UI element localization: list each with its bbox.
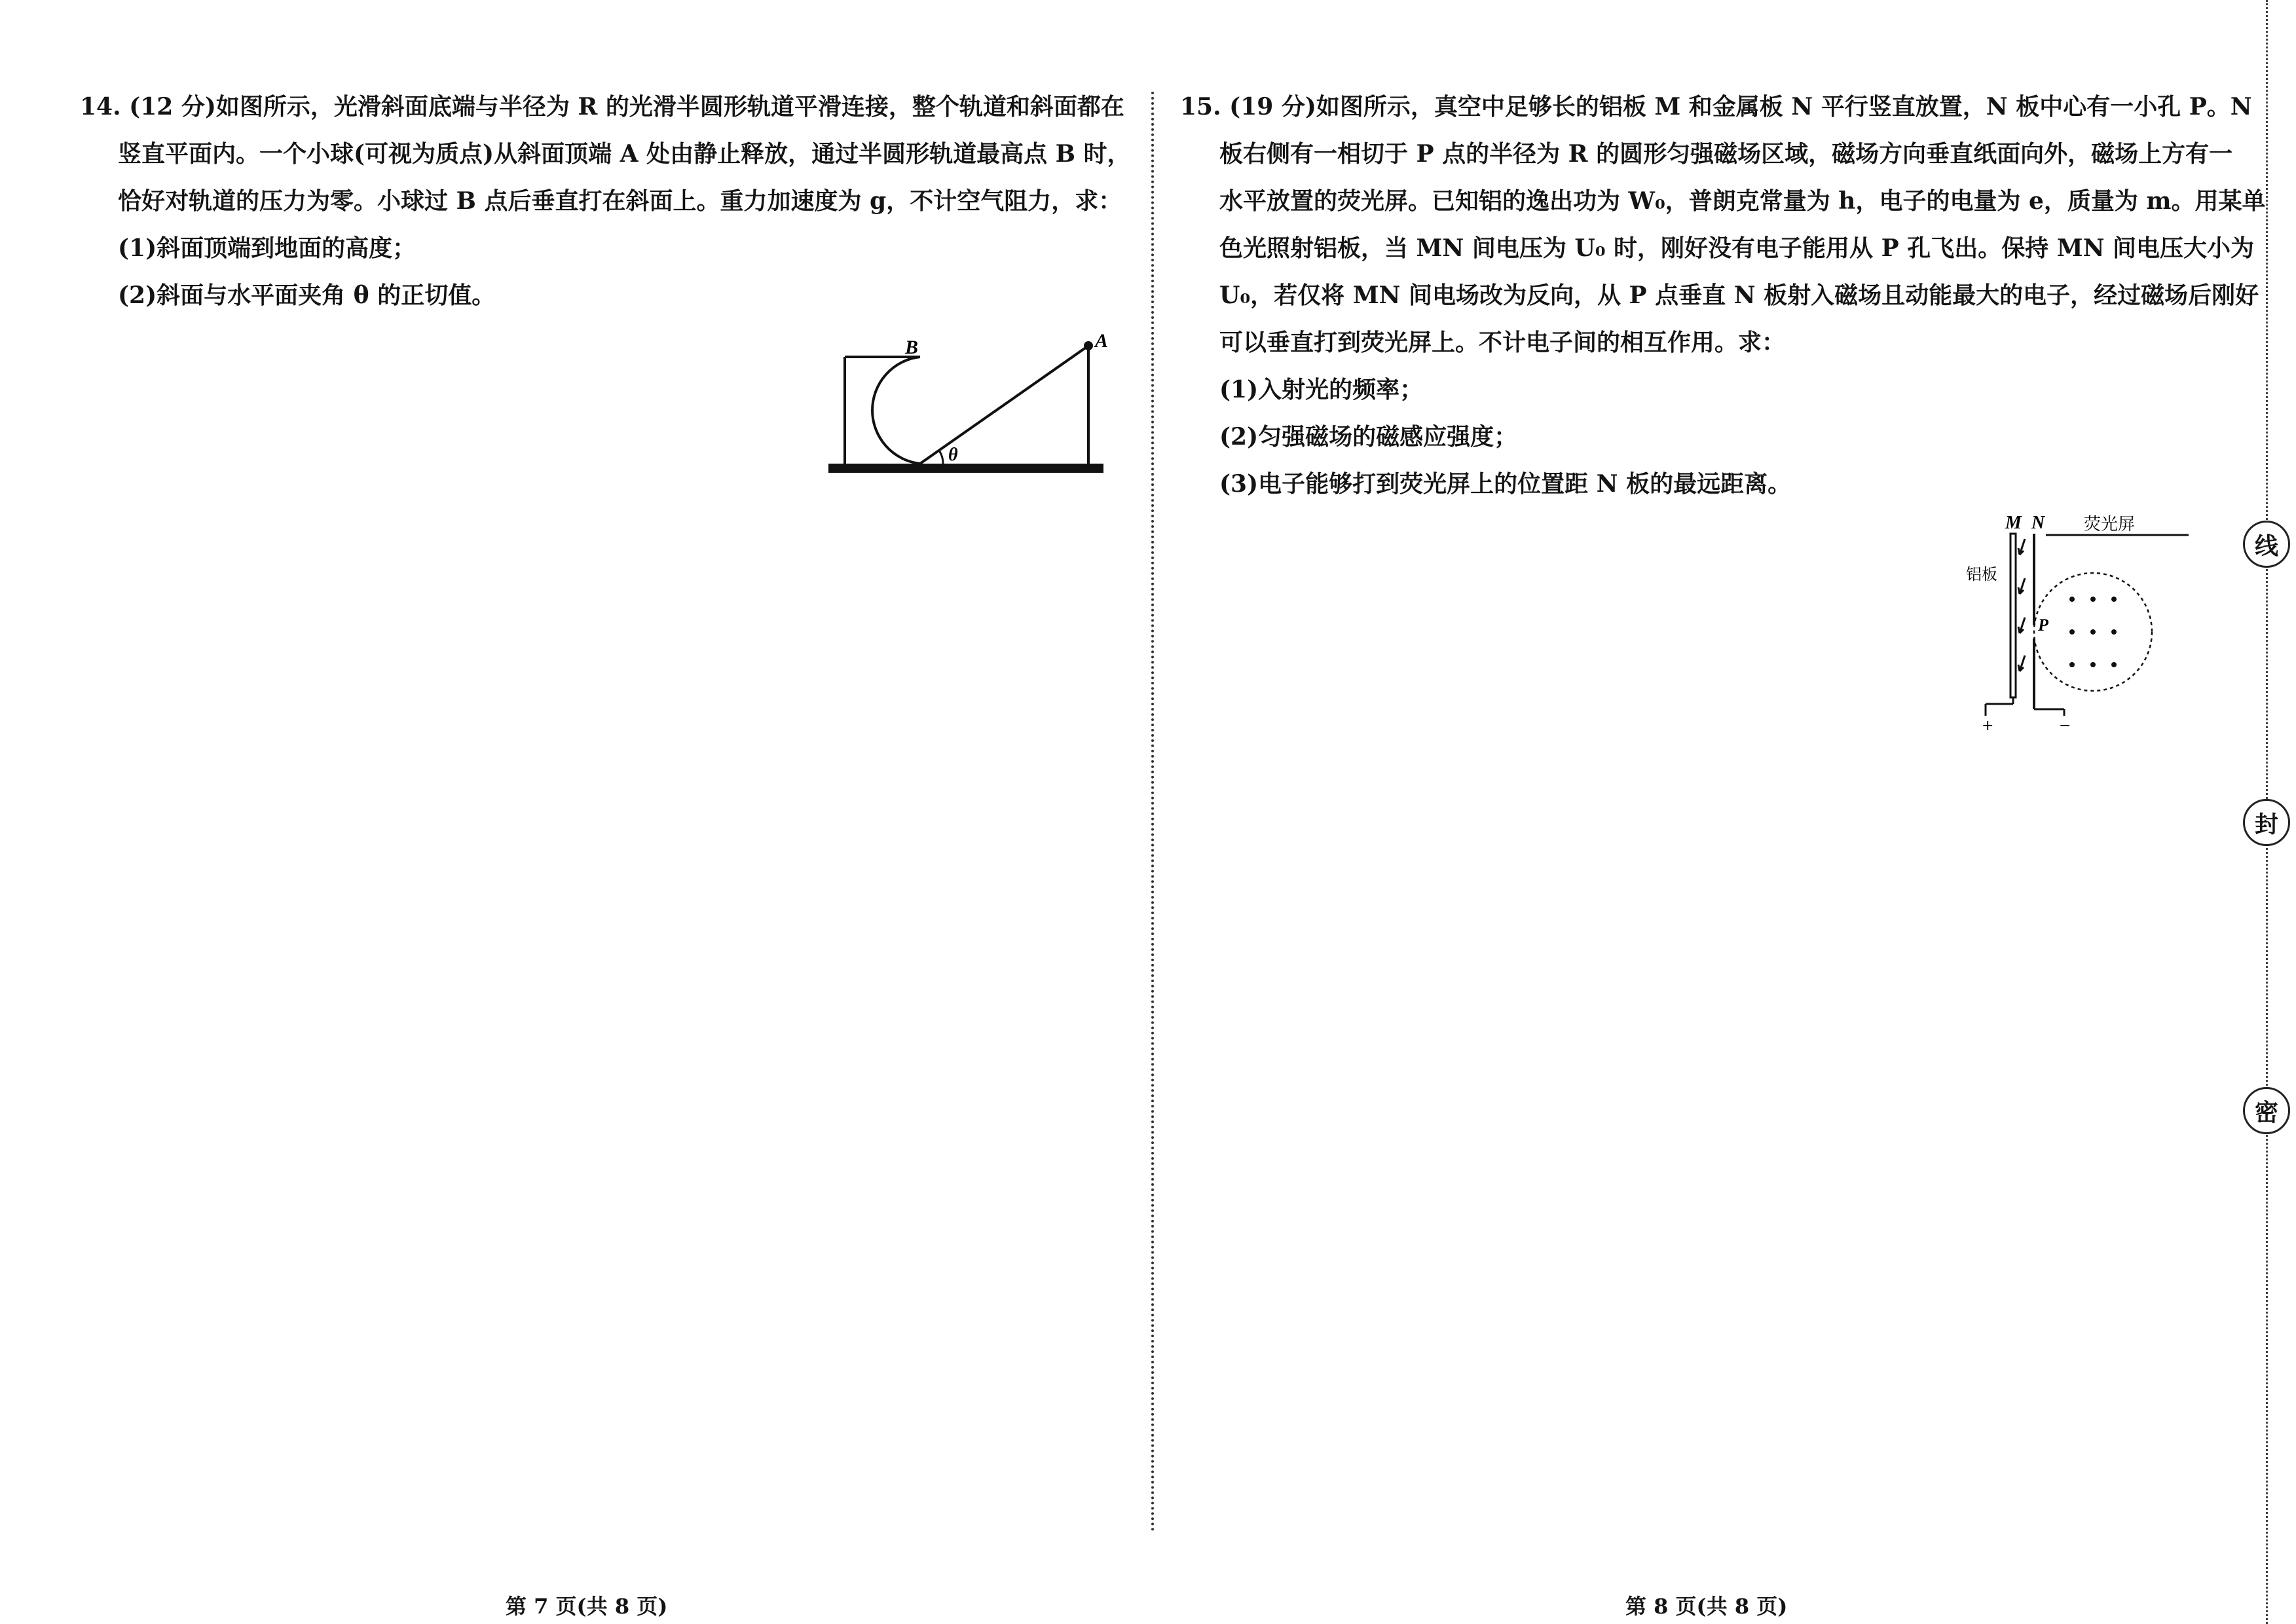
q14-line-2: 竖直平面内。一个小球(可视为质点)从斜面顶端 A 处由静止释放，通过半圆形轨道最高点 B 时，	[118, 140, 1131, 168]
ball-at-a	[1084, 341, 1093, 350]
plate-m	[2010, 534, 2016, 697]
label-theta: θ	[948, 445, 958, 465]
incline	[920, 346, 1088, 464]
label-aluminum: 铝板	[1966, 565, 1997, 583]
q15-line-6: 可以垂直打到荧光屏上。不计电子间的相互作用。求：	[1219, 329, 1786, 356]
semicircle-track	[872, 357, 920, 464]
label-b: B	[905, 337, 919, 358]
q15-line-4: 色光照射铝板，当 MN 间电压为 U₀ 时，刚好没有电子能用从 P 孔飞出。保持 MN 间电压大小为	[1219, 234, 2255, 262]
incident-light-arrows	[2018, 539, 2025, 671]
label-p: P	[2038, 616, 2048, 635]
q15-part-3: (3)电子能够打到荧光屏上的位置距 N 板的最远距离。	[1219, 470, 1792, 498]
seal-char-mi: 密	[2243, 1087, 2290, 1134]
ground-bar	[828, 464, 1103, 473]
label-m: M	[2005, 513, 2022, 533]
label-screen: 荧光屏	[2084, 515, 2136, 534]
label-minus: −	[2059, 718, 2071, 734]
page-7-footer: 第 7 页(共 8 页)	[506, 1594, 668, 1619]
q15-line-2: 板右侧有一相切于 P 点的半径为 R 的圆形匀强磁场区域，磁场方向垂直纸面向外，磁场上方有一	[1219, 140, 2233, 168]
incline-semicircle-figure	[825, 327, 1113, 485]
q15-line-1: 15. (19 分)如图所示，真空中足够长的铝板 M 和金属板 N 平行竖直放置，N 板中心有一小孔 P。N	[1180, 93, 2252, 120]
page-8-footer: 第 8 页(共 8 页)	[1625, 1594, 1788, 1619]
magnetic-field-figure	[1966, 507, 2228, 743]
q14-line-3: 恰好对轨道的压力为零。小球过 B 点后垂直打在斜面上。重力加速度为 g，不计空气阻力，求：	[118, 187, 1122, 215]
angle-arc	[939, 451, 943, 464]
label-plus: +	[1982, 718, 1994, 734]
field-out-dots	[2069, 597, 2117, 667]
q15-line-5: U₀，若仅将 MN 间电场改为反向，从 P 点垂直 N 板射入磁场且动能最大的电子，经过磁场后刚好	[1219, 282, 2259, 309]
seal-char-feng: 封	[2243, 799, 2290, 846]
label-n: N	[2031, 513, 2045, 533]
right-page	[1154, 0, 2267, 1624]
q15-line-3: 水平放置的荧光屏。已知铝的逸出功为 W₀，普朗克常量为 h，电子的电量为 e，质量为 m。用某单	[1219, 187, 2266, 215]
seal-char-xian: 线	[2243, 521, 2290, 568]
label-a: A	[1095, 330, 1109, 352]
q14-line-1: 14. (12 分)如图所示，光滑斜面底端与半径为 R 的光滑半圆形轨道平滑连接，整个轨道和斜面都在	[80, 93, 1124, 120]
q15-part-1: (1)入射光的频率；	[1219, 376, 1424, 403]
q15-part-2: (2)匀强磁场的磁感应强度；	[1219, 423, 1518, 451]
q14-part-2: (2)斜面与水平面夹角 θ 的正切值。	[118, 282, 496, 309]
q14-part-1: (1)斜面顶端到地面的高度；	[118, 234, 417, 262]
